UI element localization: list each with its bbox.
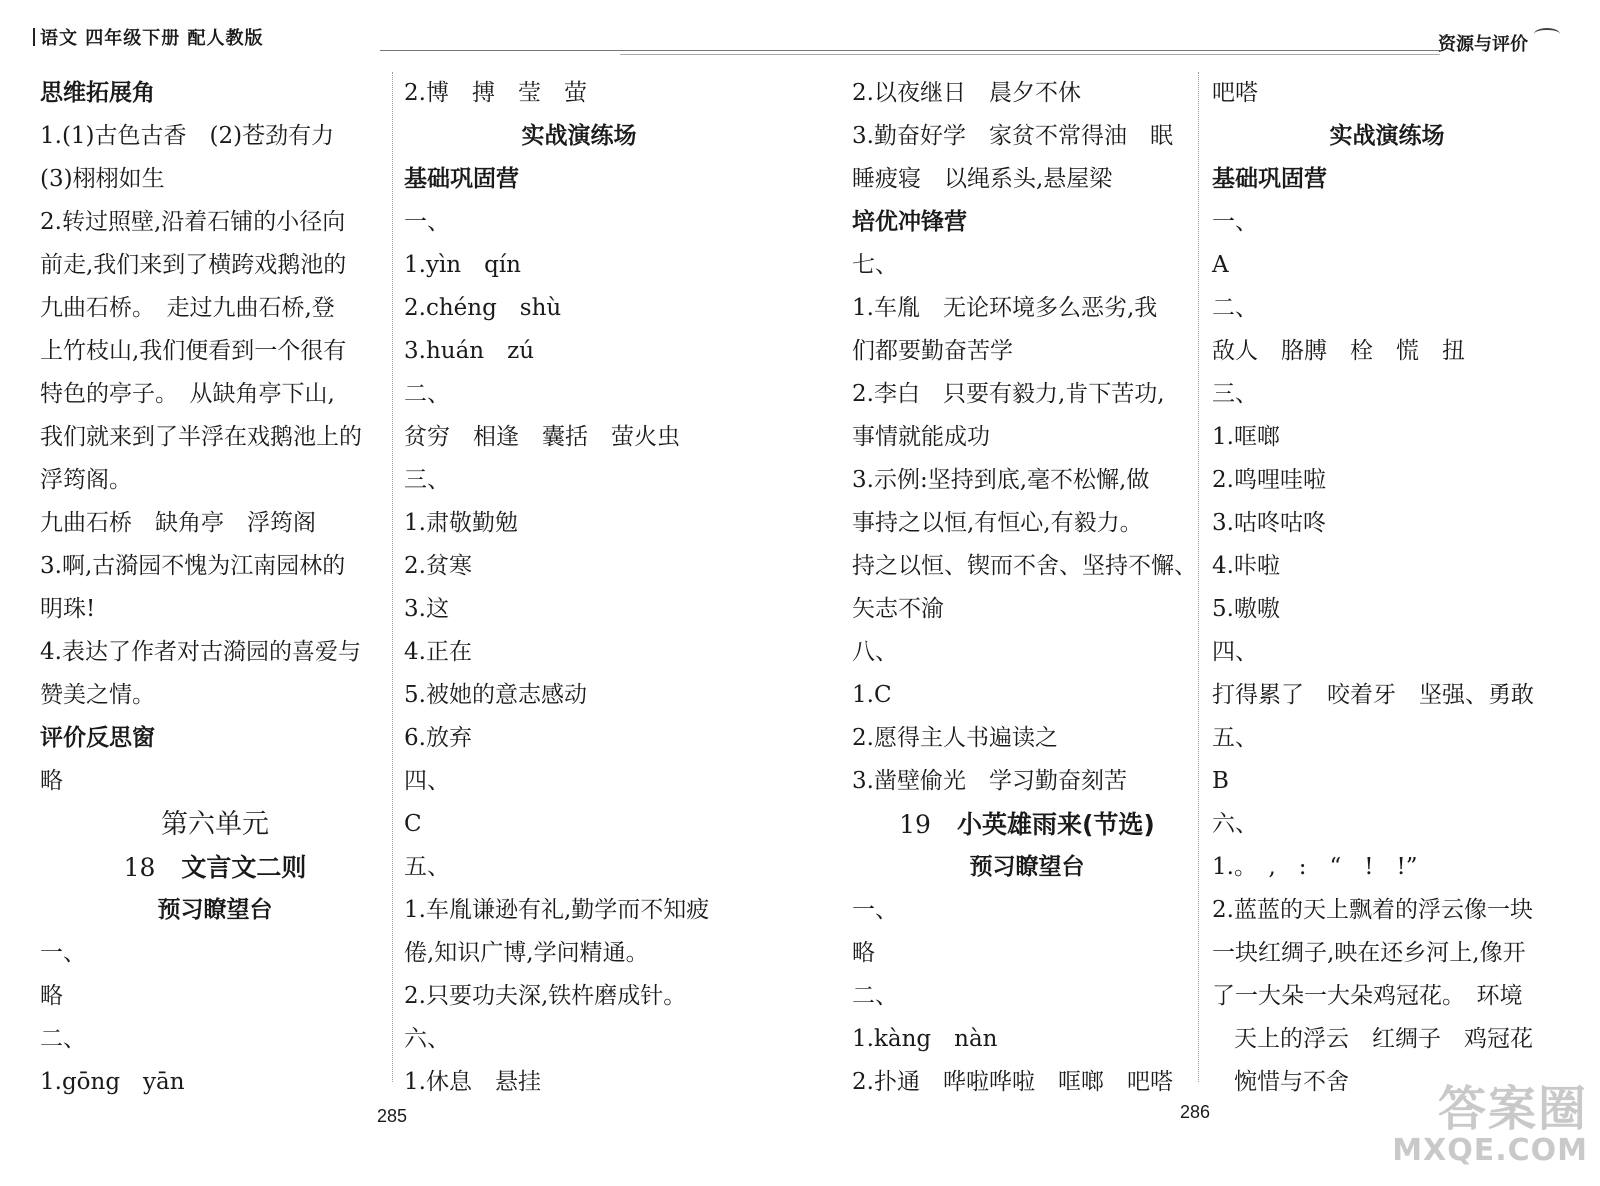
answer-line: B	[1212, 768, 1229, 794]
answer-line: 了一大朵一大朵鸡冠花。 环境	[1212, 983, 1523, 1009]
answer-line: 1.(1)古色古香 (2)苍劲有力	[40, 123, 335, 149]
header-rule-secondary	[620, 54, 1440, 55]
answer-line: 六、	[1212, 811, 1258, 837]
answer-line: 贫穷 相逢 囊括 萤火虫	[404, 424, 680, 450]
section-heading: 预习瞭望台	[969, 854, 1085, 880]
section-heading: 思维拓展角	[40, 80, 155, 106]
answer-column-1	[40, 72, 390, 1104]
watermark-url: MXQE.COM	[1392, 1133, 1588, 1168]
answer-line: 略	[40, 768, 63, 794]
answer-line: 1.哐啷	[1212, 424, 1280, 450]
answer-line: 赞美之情。	[40, 682, 155, 708]
answer-line: 3.huán zú	[404, 338, 535, 364]
page-gutter-left	[392, 72, 393, 1082]
answer-line: 2.愿得主人书遍读之	[852, 725, 1058, 751]
answer-line: C	[404, 811, 422, 837]
answer-line: 一、	[852, 897, 898, 923]
answer-line: A	[1212, 252, 1229, 278]
answer-line: 五、	[1212, 725, 1258, 751]
answer-line: 九曲石桥 缺角亭 浮筠阁	[40, 510, 316, 536]
page-header	[0, 0, 1600, 60]
header-bar	[33, 28, 35, 46]
answer-line: 五、	[404, 854, 450, 880]
answer-line: 吧嗒	[1212, 80, 1258, 106]
lesson-title	[40, 846, 390, 889]
header-series-title: 资源与评价	[1438, 34, 1528, 55]
answer-line: 1.yìn qín	[404, 252, 521, 278]
answer-line: 一、	[404, 209, 450, 235]
answer-line: 3.勤奋好学 家贫不常得油 眠	[852, 123, 1173, 149]
answer-line: 2.chéng shù	[404, 295, 562, 321]
section-heading: 基础巩固营	[1212, 166, 1327, 192]
answer-line: 八、	[852, 639, 898, 665]
answer-line: 1.C	[852, 682, 892, 708]
answer-line: 2.蓝蓝的天上飘着的浮云像一块	[1212, 897, 1533, 923]
answer-line: 1.休息 悬挂	[404, 1069, 541, 1095]
answer-line: 2.以夜继日 晨夕不休	[852, 80, 1081, 106]
section-heading: 基础巩固营	[404, 166, 519, 192]
answer-line: 4.表达了作者对古漪园的喜爱与	[40, 639, 361, 665]
answer-line: 四、	[1212, 639, 1258, 665]
unit-heading: 第六单元	[161, 809, 269, 840]
header-book-title: 语文 四年级下册 配人教版	[40, 28, 264, 49]
answer-line: 一块红绸子,映在还乡河上,像开	[1212, 940, 1526, 966]
lesson-number: 18	[123, 853, 156, 882]
watermark-logo: 答案圈	[1437, 1081, 1588, 1137]
answer-line: 略	[40, 983, 63, 1009]
answer-line: 二、	[404, 381, 450, 407]
answer-line: 二、	[40, 1026, 86, 1052]
lesson-name: 文言文二则	[181, 853, 307, 882]
answer-column-4	[1212, 72, 1562, 1104]
answer-line: 2.转过照壁,沿着石铺的小径向	[40, 209, 346, 235]
answer-line: 明珠!	[40, 596, 96, 622]
answer-line: 二、	[1212, 295, 1258, 321]
answer-line: 2.鸣哩哇啦	[1212, 467, 1326, 493]
answer-line: 5.嗷嗷	[1212, 596, 1280, 622]
answer-line: 惋惜与不舍	[1234, 1069, 1349, 1095]
answer-line: 天上的浮云 红绸子 鸡冠花	[1234, 1026, 1533, 1052]
answer-line: 1.。 , : “ ! !”	[1212, 854, 1418, 880]
header-decoration	[1534, 28, 1560, 40]
answer-column-3	[852, 72, 1202, 1104]
page-gutter-right	[1198, 72, 1199, 1082]
answer-line: 一、	[40, 940, 86, 966]
answer-line: 4.正在	[404, 639, 472, 665]
answer-line: 睡疲寝 以绳系头,悬屋梁	[852, 166, 1113, 192]
answer-line: 四、	[404, 768, 450, 794]
answer-line: 3.凿壁偷光 学习勤奋刻苦	[852, 768, 1127, 794]
answer-line: 我们就来到了半浮在戏鹅池上的	[40, 424, 362, 450]
answer-line: 倦,知识广博,学问精通。	[404, 940, 649, 966]
answer-line: 矢志不渝	[852, 596, 944, 622]
answer-column-2	[404, 72, 754, 1104]
answer-line: 2.扑通 哗啦哗啦 哐啷 吧嗒	[852, 1069, 1173, 1095]
answer-line: 六、	[404, 1026, 450, 1052]
answer-line: 5.被她的意志感动	[404, 682, 587, 708]
answer-line: 2.只要功夫深,铁杵磨成针。	[404, 983, 687, 1009]
answer-line: 2.李白 只要有毅力,肯下苦功,	[852, 381, 1165, 407]
answer-line: 4.咔啦	[1212, 553, 1280, 579]
answer-line: (3)栩栩如生	[40, 166, 165, 192]
answer-line: 1.车胤 无论环境多么恶劣,我	[852, 295, 1158, 321]
answer-line: 3.啊,古漪园不愧为江南园林的	[40, 553, 346, 579]
answer-line: 6.放弃	[404, 725, 472, 751]
section-heading: 实战演练场	[1329, 123, 1445, 149]
answer-line: 浮筠阁。	[40, 467, 132, 493]
header-rule	[380, 50, 1440, 51]
answer-line: 1.gōng yān	[40, 1069, 185, 1095]
answer-line: 一、	[1212, 209, 1258, 235]
answer-line: 1.肃敬勤勉	[404, 510, 518, 536]
section-heading: 评价反思窗	[40, 725, 155, 751]
answer-line: 1.车胤谦逊有礼,勤学而不知疲	[404, 897, 710, 923]
answer-line: 特色的亭子。 从缺角亭下山,	[40, 381, 335, 407]
answer-line: 上竹枝山,我们便看到一个很有	[40, 338, 347, 364]
answer-line: 敌人 胳膊 栓 慌 扭	[1212, 338, 1465, 364]
answer-line: 三、	[1212, 381, 1258, 407]
watermark	[1392, 1070, 1588, 1168]
lesson-name: 小英雄雨来(节选)	[956, 810, 1155, 839]
answer-line: 事情就能成功	[852, 424, 990, 450]
page-number-left: 285	[377, 1106, 408, 1126]
answer-line: 略	[852, 940, 875, 966]
answer-line: 七、	[852, 252, 898, 278]
answer-line: 2.博 搏 莹 萤	[404, 80, 587, 106]
answer-line: 前走,我们来到了横跨戏鹅池的	[40, 252, 347, 278]
answer-line: 打得累了 咬着牙 坚强、勇敢	[1212, 682, 1534, 708]
answer-line: 们都要勤奋苦学	[852, 338, 1013, 364]
answer-line: 3.示例:坚持到底,毫不松懈,做	[852, 467, 1150, 493]
answer-line: 事持之以恒,有恒心,有毅力。	[852, 510, 1143, 536]
section-heading: 预习瞭望台	[157, 897, 273, 923]
section-heading: 实战演练场	[521, 123, 637, 149]
section-heading: 培优冲锋营	[852, 209, 967, 235]
answer-line: 3.咕咚咕咚	[1212, 510, 1326, 536]
answer-line: 3.这	[404, 596, 449, 622]
answer-line: 2.贫寒	[404, 553, 472, 579]
answer-line: 1.kàng nàn	[852, 1026, 998, 1052]
answer-line: 二、	[852, 983, 898, 1009]
page-number-right: 286	[1180, 1102, 1211, 1122]
answer-line: 三、	[404, 467, 450, 493]
answer-line: 持之以恒、锲而不舍、坚持不懈、	[852, 553, 1197, 579]
lesson-title	[852, 803, 1202, 846]
answer-line: 九曲石桥。 走过九曲石桥,登	[40, 295, 335, 321]
lesson-number: 19	[899, 810, 931, 839]
